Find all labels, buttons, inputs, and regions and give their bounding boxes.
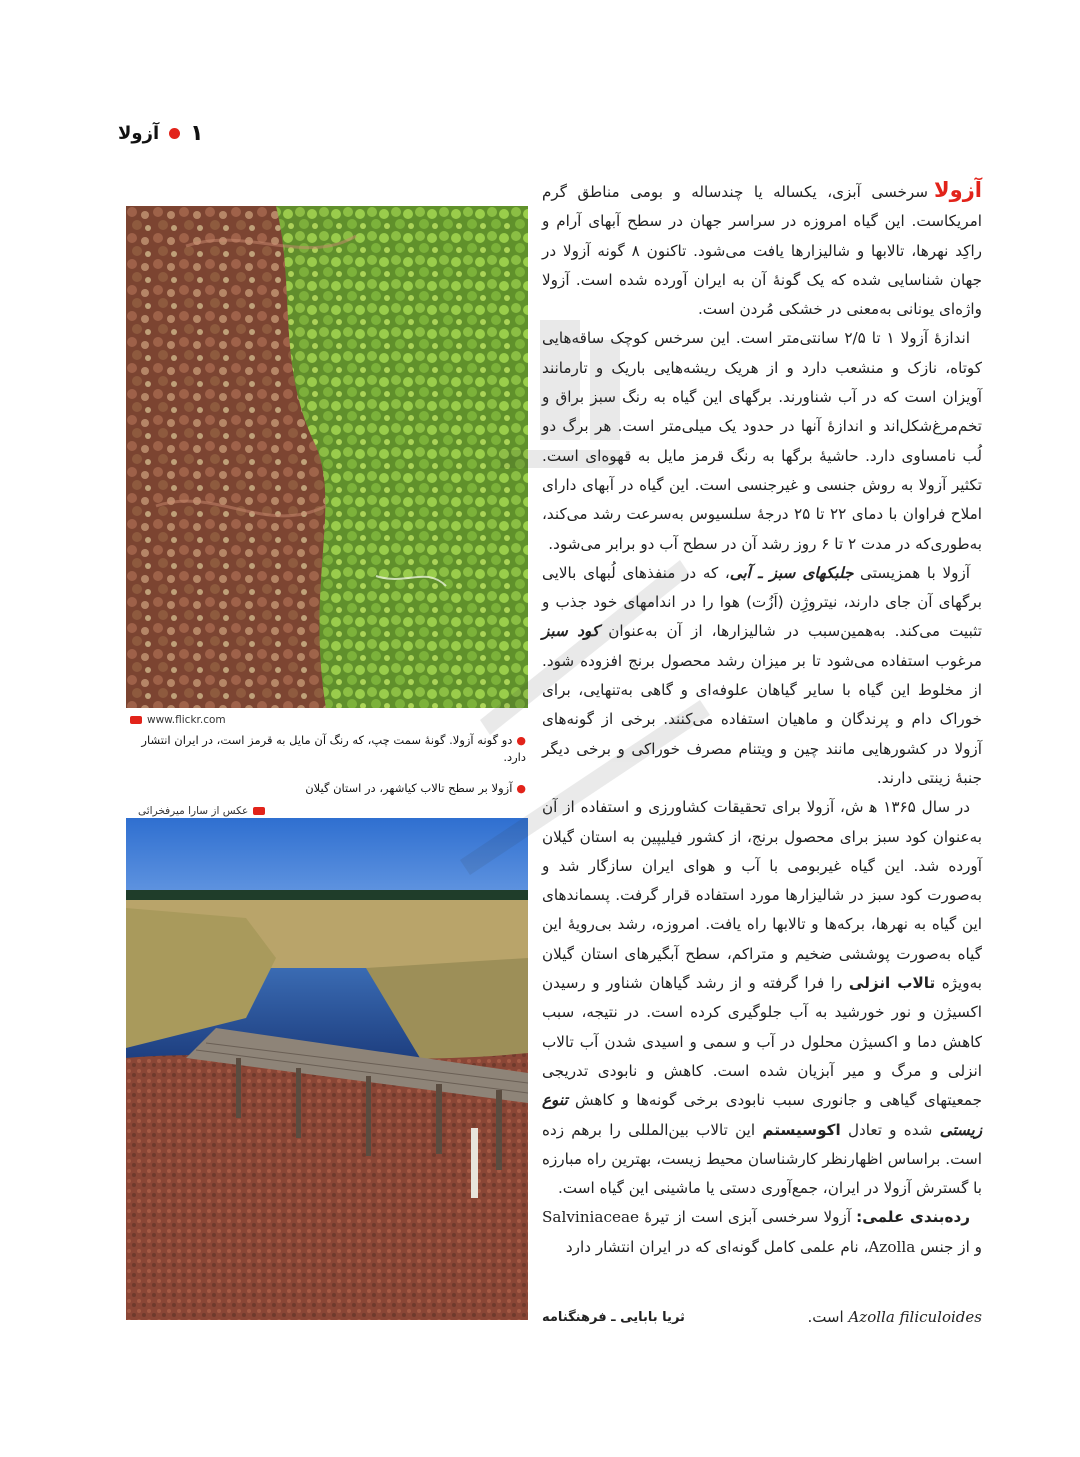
keyword: اکوسیستم — [762, 1120, 841, 1139]
paragraph — [542, 793, 982, 1203]
paragraph — [542, 559, 982, 793]
camera-icon — [253, 807, 265, 815]
paragraph-text: این تالاب بین‌المللی را برهم زده است. براساس اظهارنظر کارشناسان محیط زیست، بهترین راه مبارزه با گسترش آزولا در ایران، جمع‌آوری دستی یا ماشینی این گیاه است. — [542, 1120, 982, 1198]
author: ثریا بابایی ـ فرهنگنامه — [542, 1309, 685, 1325]
page-number: ۱ — [190, 120, 204, 146]
latin-name: Salviniaceae — [542, 1208, 639, 1227]
paragraph-text: را فرا گرفته و از رشد گیاهان شناور و رسیدن اکسیژن و نور خورشید به آب جلوگیری کرده است. در نتیجه، سبب کاهش دما و اکسیژن محلول در آب و سمی و اسیدی شدن آب تالاب انزلی و مرگ و میر آبزیان شده است. کاهش و نابودی تدریجی جمعیتهای گیاهی و جانوری سبب نابودی برخی گونه‌ها و کاهش — [542, 974, 982, 1110]
keyword: کود سبز — [542, 622, 600, 641]
photo2-caption-text: آزولا بر سطح تالاب کیاشهر، در استان گیلان — [305, 781, 513, 795]
photo1-credit-text: www.flickr.com — [147, 714, 226, 726]
paragraph — [542, 1203, 982, 1262]
paragraph-text: سرخسی آبزی، یکساله یا چندساله و بومی مناطق گرم امریکاست. این گیاه امروزه در سراسر جهان در سطح آبهای آرام و راکِد نهرها، تالابها و شالیزارها یافت می‌شود. تاکنون ۸ گونه آزولا در جهان شناسایی شده که یک گونهٔ آن به ایران آورده شده است. آزولا واژه‌ای یونانی به‌معنی در خشکی مُردن است. — [542, 183, 982, 319]
article-body — [542, 176, 982, 1262]
running-header — [118, 118, 204, 148]
header-title: آزولا — [118, 122, 160, 144]
azolla-species-photo — [126, 206, 528, 708]
photo2-credit — [138, 805, 265, 817]
paragraph-text: و از جنس — [920, 1237, 982, 1256]
paragraph — [542, 176, 982, 324]
caption-bullet-icon: ● — [516, 734, 526, 747]
headword: آزولا — [934, 178, 982, 202]
byline-row — [542, 1308, 982, 1326]
photo2-credit-text: عکس از سارا میرفخرائی — [138, 805, 249, 817]
photo1-caption-text: دو گونه آزولا. گونهٔ سمت چپ، که رنگ آن مایل به قرمز است، در ایران انتشار دارد. — [141, 733, 526, 764]
caption-bullet-icon: ● — [516, 782, 526, 795]
red-dot-icon — [169, 128, 180, 139]
paragraph: اندازهٔ آزولا ۱ تا ۲/۵ سانتی‌متر است. این سرخس کوچک ساقه‌هایی کوتاه، نازک و منشعب دارد و از هریک ریشه‌هایی باریک و تارمانند آویزان است که در آب شناورند. برگهای این گیاه به رنگ سبز براق و تخم‌مرغ‌شکل‌اند و اندازهٔ آنها در حدود یک میلی‌متر است. هر برگ دو لُب نامساوی دارد. حاشیهٔ برگها به رنگ قرمز مایل به قهوه‌ای است. تکثیر آزولا به روش جنسی و غیرجنسی است. این گیاه در آبهای دارای املاح فراوان با دمای ۲۲ تا ۲۵ درجهٔ سلسیوس به‌سرعت رشد می‌کند، به‌طوری‌که در مدت ۲ تا ۶ روز رشد آن در سطح آب دو برابر می‌شود. — [542, 329, 982, 553]
paragraph-text: آزولا با همزیستی — [860, 563, 970, 582]
keyword: تنوع زیستی — [542, 1091, 983, 1139]
wetland-boardwalk-photo — [126, 818, 528, 1320]
paragraph-text: ، که در منفذهای لُبهای بالایی برگهای آن جای دارند، نیتروژِن (اَزُت) هوا را در اندامهای خود جذب و تثبیت می‌کند. به‌همین‌سبب در شالیزارها، از آن به‌عنوان — [542, 563, 982, 641]
paragraph-text: است. — [807, 1308, 844, 1326]
paragraph-text: آزولا سرخسی آبزی است از تیرهٔ — [644, 1208, 852, 1227]
camera-icon — [130, 716, 142, 724]
species-line — [807, 1308, 982, 1326]
latin-name: Azolla — [868, 1237, 916, 1256]
paragraph-text: شده و تعادل — [847, 1120, 933, 1139]
paragraph-text: در سال ۱۳۶۵ ﻫ ش، آزولا برای تحقیقات کشاورزی و استفاده از آن به‌عنوان کود سبز برای محصول برنج، از کشور فیلیپین به استان گیلان آورده شد. این گیاه غیربومی با آب و هوای ایران سازگار شد و به‌صورت کود سبز در شالیزارها مورد استفاده قرار گرفت. پسماندهای این گیاه به نهرها، برکه‌ها و تالابها راه یافت. امروزه، رشد بی‌رویهٔ این گیاه به‌صورت پوششی ضخیم و متراکم، سطح آبگیرهای استان گیلان به‌ویژه — [542, 798, 982, 993]
keyword: جلبکهای سبز ـ آبی — [729, 563, 854, 582]
classification-label: رده‌بندی علمی: — [856, 1208, 970, 1227]
photo1-caption — [140, 732, 526, 766]
paragraph-text: ، نام علمی کامل گونه‌ای که در ایران انتشار دارد — [565, 1237, 869, 1256]
paragraph-text: مرغوب استفاده می‌شود تا بر میزان رشد محصول برنج افزوده شود. از مخلوط این گیاه با سایر گیاهان علوفه‌ای و گاهی به‌تنهایی، برای خوراک دام و پرندگان و ماهیان استفاده می‌کنند. برخی از گونه‌های آزولا در کشورهایی مانند چین و ویتنام مصرف خوراکی و برخی دیگر جنبهٔ زینتی دارند. — [542, 651, 982, 787]
latin-name: Azolla filiculoides — [848, 1308, 982, 1326]
keyword: تالاب انزلی — [848, 974, 936, 993]
photo1-credit — [130, 714, 226, 726]
photo2-caption — [300, 780, 526, 797]
